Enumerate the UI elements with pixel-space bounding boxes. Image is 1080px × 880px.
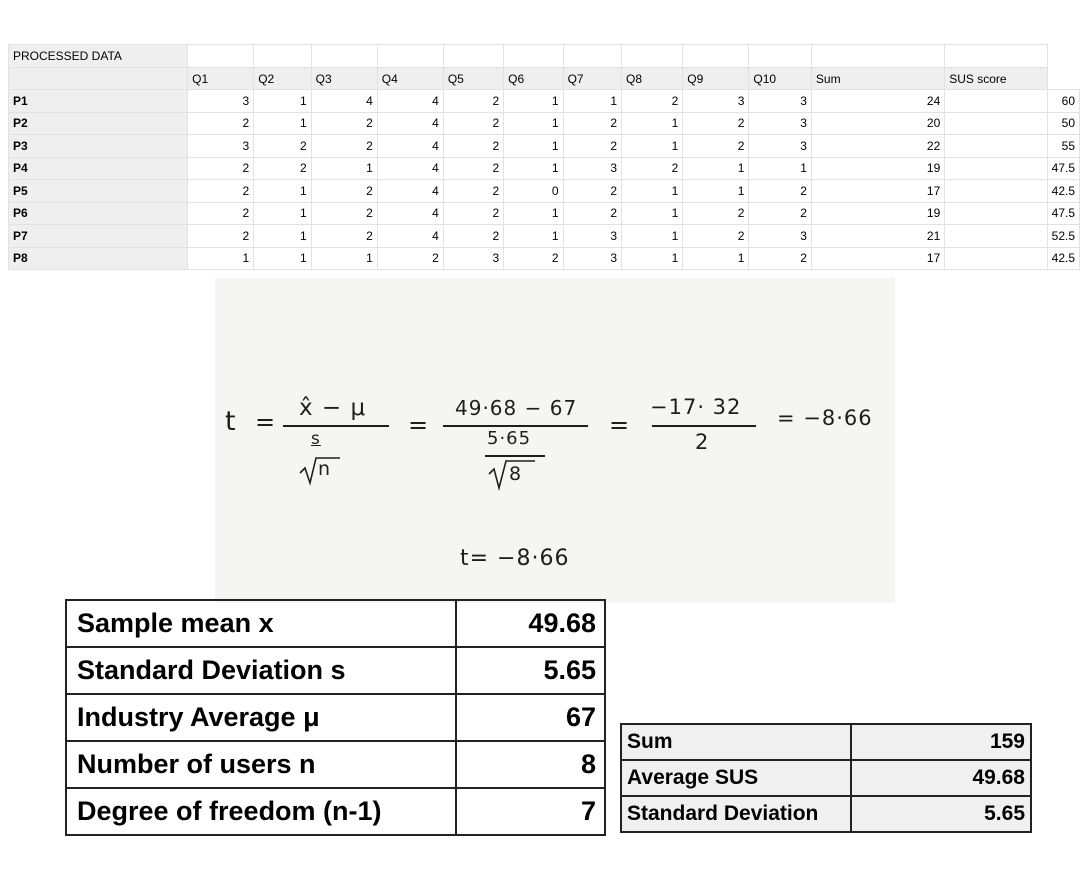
data-cell[interactable]: 2 [622, 157, 683, 180]
data-cell[interactable]: 2 [311, 225, 377, 248]
data-cell[interactable]: 60 [1047, 90, 1079, 113]
data-cell[interactable]: 1 [504, 225, 563, 248]
stats-value-number-of-users: 8 [456, 741, 605, 788]
header-q10[interactable]: Q10 [749, 67, 812, 90]
data-cell[interactable]: 3 [683, 90, 749, 113]
data-cell[interactable]: 2 [683, 225, 749, 248]
sheet-title-row [9, 45, 1080, 68]
stats-row [66, 600, 605, 647]
table-row [9, 135, 1080, 158]
summary-row [621, 796, 1031, 832]
data-cell[interactable]: 1 [254, 90, 311, 113]
data-cell[interactable]: 1 [188, 247, 254, 270]
summary-row [621, 760, 1031, 796]
stats-row [66, 788, 605, 835]
data-cell[interactable]: 2 [311, 180, 377, 203]
fraction-bar-2b [485, 455, 545, 457]
summary-value-sum: 159 [851, 724, 1031, 760]
data-cell[interactable]: 4 [377, 112, 443, 135]
stats-label-number-of-users: Number of users n [66, 741, 456, 788]
row-label[interactable]: P7 [9, 225, 188, 248]
data-cell[interactable]: 2 [311, 112, 377, 135]
data-cell[interactable]: 2 [622, 90, 683, 113]
data-cell[interactable]: 2 [443, 90, 503, 113]
formula-t: t [225, 406, 237, 437]
formula-numerator-3: −17· 32 [650, 395, 742, 419]
stats-value-degree-of-freedom: 7 [456, 788, 605, 835]
fraction-bar-3 [652, 425, 756, 427]
stats-value-sample-mean: 49.68 [456, 600, 605, 647]
data-cell[interactable]: 1 [622, 202, 683, 225]
formula-denominator-2-s: 5·65 [487, 428, 532, 449]
header-q3[interactable]: Q3 [311, 67, 377, 90]
data-cell[interactable]: 3 [563, 225, 621, 248]
summary-label-average-sus: Average SUS [621, 760, 851, 796]
data-cell[interactable]: 50 [1047, 112, 1079, 135]
data-cell[interactable]: 17 [811, 180, 944, 203]
formula-numerator-1: x̂ − μ [299, 395, 367, 421]
data-cell[interactable]: 42.5 [1047, 247, 1079, 270]
table-row [9, 247, 1080, 270]
data-cell[interactable]: 3 [563, 157, 621, 180]
data-cell[interactable]: 2 [254, 157, 311, 180]
data-cell[interactable]: 19 [811, 202, 944, 225]
data-cell[interactable]: 2 [683, 112, 749, 135]
stats-label-industry-average: Industry Average μ [66, 694, 456, 741]
sheet-title[interactable]: PROCESSED DATA [9, 45, 188, 68]
header-q7[interactable]: Q7 [563, 67, 621, 90]
summary-row [621, 724, 1031, 760]
data-cell[interactable]: 1 [622, 225, 683, 248]
data-cell[interactable]: 1 [254, 112, 311, 135]
data-cell[interactable]: 3 [188, 90, 254, 113]
row-label[interactable]: P2 [9, 112, 188, 135]
data-cell[interactable]: 1 [622, 180, 683, 203]
stats-row [66, 647, 605, 694]
table-row [9, 90, 1080, 113]
header-q8[interactable]: Q8 [622, 67, 683, 90]
stats-label-sample-mean: Sample mean x [66, 600, 456, 647]
data-cell[interactable]: 1 [504, 202, 563, 225]
data-cell[interactable]: 2 [188, 202, 254, 225]
data-cell[interactable]: 2 [443, 135, 503, 158]
data-cell[interactable]: 2 [683, 135, 749, 158]
data-cell[interactable]: 4 [377, 225, 443, 248]
summary-label-standard-deviation: Standard Deviation [621, 796, 851, 832]
data-cell[interactable]: 2 [563, 135, 621, 158]
data-cell[interactable]: 2 [254, 135, 311, 158]
data-cell[interactable]: 1 [254, 202, 311, 225]
data-cell[interactable]: 42.5 [1047, 180, 1079, 203]
sheet-header-row [9, 67, 1080, 90]
data-cell[interactable]: 1 [622, 247, 683, 270]
data-cell[interactable]: 1 [504, 157, 563, 180]
data-cell[interactable]: 2 [311, 135, 377, 158]
formula-eq-2: = [408, 411, 430, 439]
formula-denominator-2-n: 8 [509, 463, 523, 485]
formula-denominator-n: n [318, 458, 332, 480]
statistics-table [65, 599, 606, 836]
data-cell[interactable]: 4 [377, 202, 443, 225]
data-cell[interactable]: 3 [749, 90, 812, 113]
data-cell[interactable]: 2 [311, 202, 377, 225]
data-cell[interactable]: 47.5 [1047, 202, 1079, 225]
row-label[interactable]: P3 [9, 135, 188, 158]
data-cell[interactable]: 24 [811, 90, 944, 113]
data-cell[interactable]: 1 [622, 112, 683, 135]
data-cell[interactable]: 2 [188, 157, 254, 180]
summary-label-sum: Sum [621, 724, 851, 760]
data-cell[interactable]: 2 [443, 157, 503, 180]
table-row [9, 180, 1080, 203]
header-q2[interactable]: Q2 [254, 67, 311, 90]
data-cell[interactable]: 21 [811, 225, 944, 248]
header-sus-score[interactable]: SUS score [945, 67, 1047, 90]
stats-label-standard-deviation: Standard Deviation s [66, 647, 456, 694]
row-label[interactable]: P6 [9, 202, 188, 225]
formula-result: = −8·66 [777, 406, 873, 430]
data-cell[interactable]: 2 [563, 202, 621, 225]
formula-denominator-s: s [311, 429, 321, 449]
formula-final-result: t= −8·66 [460, 546, 570, 571]
stats-row [66, 741, 605, 788]
data-cell[interactable]: 55 [1047, 135, 1079, 158]
data-cell[interactable]: 1 [683, 180, 749, 203]
data-cell[interactable]: 3 [563, 247, 621, 270]
data-cell[interactable]: 1 [504, 90, 563, 113]
data-cell[interactable]: 19 [811, 157, 944, 180]
data-cell[interactable]: 1 [254, 180, 311, 203]
data-cell[interactable]: 3 [749, 135, 812, 158]
data-cell[interactable]: 4 [311, 90, 377, 113]
data-cell[interactable]: 3 [749, 225, 812, 248]
data-cell[interactable]: 1 [254, 247, 311, 270]
formula-numerator-2: 49·68 − 67 [455, 396, 578, 420]
data-cell[interactable]: 2 [443, 225, 503, 248]
data-cell[interactable]: 1 [683, 247, 749, 270]
data-cell[interactable]: 1 [683, 157, 749, 180]
stats-label-degree-of-freedom: Degree of freedom (n-1) [66, 788, 456, 835]
summary-value-average-sus: 49.68 [851, 760, 1031, 796]
summary-table [620, 723, 1032, 833]
data-cell[interactable]: 2 [377, 247, 443, 270]
header-corner-cell[interactable] [9, 67, 188, 90]
data-cell[interactable]: 47.5 [1047, 157, 1079, 180]
data-cell[interactable]: 4 [377, 135, 443, 158]
data-cell[interactable]: 4 [377, 90, 443, 113]
data-cell[interactable]: 2 [683, 202, 749, 225]
data-cell[interactable]: 52.5 [1047, 225, 1079, 248]
row-label[interactable]: P4 [9, 157, 188, 180]
data-cell[interactable]: 2 [563, 180, 621, 203]
data-cell[interactable]: 2 [188, 225, 254, 248]
summary-value-standard-deviation: 5.65 [851, 796, 1031, 832]
data-cell[interactable]: 3 [443, 247, 503, 270]
row-label[interactable]: P5 [9, 180, 188, 203]
header-q4[interactable]: Q4 [377, 67, 443, 90]
row-label[interactable]: P1 [9, 90, 188, 113]
table-row [9, 202, 1080, 225]
formula-eq-3: = [609, 411, 631, 439]
data-cell[interactable]: 22 [811, 135, 944, 158]
formula-denominator-3: 2 [695, 430, 710, 454]
data-cell[interactable]: 2 [749, 180, 812, 203]
table-row [9, 112, 1080, 135]
formula-eq-1: = [255, 408, 277, 436]
handwritten-t-test-calculation [215, 278, 895, 603]
table-row [9, 225, 1080, 248]
data-cell[interactable]: 20 [811, 112, 944, 135]
header-q9[interactable]: Q9 [683, 67, 749, 90]
data-cell[interactable]: 1 [749, 157, 812, 180]
fraction-bar-1 [283, 425, 389, 427]
data-cell[interactable]: 1 [254, 225, 311, 248]
data-cell[interactable]: 1 [311, 247, 377, 270]
table-row [9, 157, 1080, 180]
data-cell[interactable]: 1 [622, 135, 683, 158]
data-cell[interactable]: 17 [811, 247, 944, 270]
data-cell[interactable]: 2 [749, 247, 812, 270]
data-cell[interactable]: 2 [188, 180, 254, 203]
data-cell[interactable]: 0 [504, 180, 563, 203]
stats-row [66, 694, 605, 741]
data-cell[interactable]: 2 [443, 112, 503, 135]
data-cell[interactable]: 1 [311, 157, 377, 180]
fraction-bar-2 [443, 425, 588, 427]
data-cell[interactable]: 2 [188, 112, 254, 135]
header-q5[interactable]: Q5 [443, 67, 503, 90]
data-cell[interactable]: 2 [749, 202, 812, 225]
data-cell[interactable]: 1 [504, 135, 563, 158]
data-cell[interactable]: 2 [563, 112, 621, 135]
header-q1[interactable]: Q1 [188, 67, 254, 90]
data-cell[interactable]: 1 [504, 112, 563, 135]
header-q6[interactable]: Q6 [504, 67, 563, 90]
data-cell[interactable]: 4 [377, 180, 443, 203]
data-cell[interactable]: 3 [749, 112, 812, 135]
header-sum[interactable]: Sum [811, 67, 944, 90]
data-cell[interactable]: 2 [443, 180, 503, 203]
row-label[interactable]: P8 [9, 247, 188, 270]
processed-data-sheet [8, 44, 1080, 270]
data-cell[interactable]: 2 [443, 202, 503, 225]
stats-value-standard-deviation: 5.65 [456, 647, 605, 694]
data-cell[interactable]: 3 [188, 135, 254, 158]
data-cell[interactable]: 4 [377, 157, 443, 180]
stats-value-industry-average: 67 [456, 694, 605, 741]
data-cell[interactable]: 1 [563, 90, 621, 113]
data-cell[interactable]: 2 [504, 247, 563, 270]
